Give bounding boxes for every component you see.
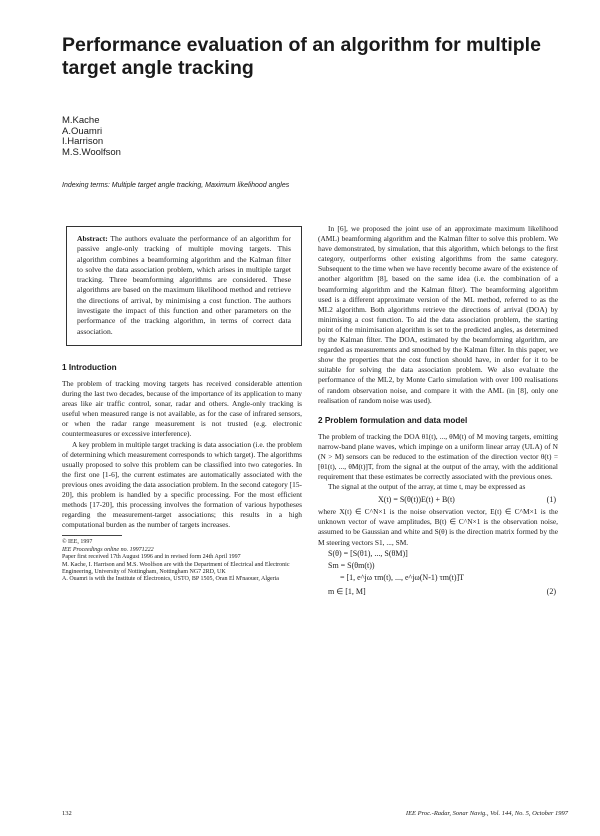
equation-line: Sm = S(θm(t)) <box>328 560 375 570</box>
abstract-label: Abstract: <box>77 234 108 243</box>
indexing-terms: Indexing terms: Multiple target angle tracking, Maximum likelihood angles <box>62 182 290 189</box>
intro-paragraph: The problem of tracking moving targets has received considerable attention during the last two decades, because of the importance of its application to many areas like air traffic control, sonar, radar and others. Angle-only tracking is useful when measured range is not available, as for the case of infrared sensors, or when the radar range measurement is not trusted (e.g. electronic countermeasures or excessive interference). <box>62 378 302 439</box>
section-heading-introduction: 1 Introduction <box>62 362 117 372</box>
equation-expression: X(t) = S(θ(t))E(t) + B(t) <box>378 495 455 505</box>
equation-expression: m ∈ [1, M] <box>328 586 366 596</box>
equation-number: (1) <box>546 495 556 505</box>
journal-citation: IEE Proc.-Radar, Sonar Navig., Vol. 144, No. 5, October 1997 <box>405 810 568 817</box>
body-paragraph: The signal at the output of the array, at time t, may be expressed as <box>328 482 526 492</box>
footnote-divider <box>62 535 122 536</box>
equation-line: = [1, e^jω τm(t), ..., e^jω(N-1) τm(t)]T <box>340 572 465 582</box>
equation-2-tail <box>318 586 558 597</box>
left-column <box>62 226 302 584</box>
paper-title: Performance evaluation of an algorithm for multiple target angle tracking <box>62 34 541 79</box>
author-list <box>62 116 121 158</box>
page-footer <box>62 810 568 817</box>
equation-line: S(θ) = [S(θ1), ..., S(θM)] <box>328 548 408 558</box>
author-name: A.Ouamri <box>62 125 103 137</box>
equation-1 <box>318 494 558 505</box>
author-name: I.Harrison <box>62 136 104 147</box>
intro-paragraph: A key problem in multiple target tracking is data association (i.e. the problem of determining which measurement corresponds to which target). The algorithms usually proposed to solve this problem can be classified into two categories. In the first one [1-6], the current estimates are automatically associated with the previous ones avoiding the data association problem. In the second category [15-20], this problem is handled by a specific processing. For the most efficient methods [17-20], this processing involves the formation of various hypotheses regarding the measurement-target associations; this results in a high computational burden as the number of targets increases. <box>62 439 302 530</box>
page-number: 132 <box>62 810 72 817</box>
equation-number: (2) <box>546 586 556 596</box>
author-name: M.Kache <box>62 115 100 126</box>
abstract-box <box>66 226 302 346</box>
body-paragraph: In [6], we proposed the joint use of an approximate maximum likelihood (AML) beamforming algorithm and the Kalman filter to solve this problem. We have demonstrated, by simulation, that this algorithm, which belongs to the first category, outperforms other existing algorithms from the same category. Subsequent to the time when we have recently become aware of the existence of another algorithm [8], based on the same idea (i.e. the combination of a beamforming algorithm and the Kalman filter). The beamforming algorithm used is a different approximate version of the ML method, referred to as the ML2 algorithm. Both algorithms retrieve the directions of arrival (DOA) by minimising a cost function. To aid the data association problem, the starting point of the minimisation algorithm is set to the predicted angles, as determined by the Kalman filter. The DOA, estimated by the beamforming algorithm, are regarded as measurements and smoothed by the Kalman filter. In this paper, we show the properties that the cost function should have, in order for it to be suitable for solving the data association problem. We also evaluate the performance of the ML2, by Monte Carlo simulation with over 100 realisations of random observation noise, and compare it with the AML (in [8], only one realisation of random noise was used). <box>318 224 558 405</box>
body-paragraph: The problem of tracking the DOA θ1(t), ..., θM(t) of M moving targets, emitting narrow-band plane waves, which impinge on a uniform linear array (ULA) of N (N > M) sensors can be reduced to the estimation of the direction vector θ(t) = [θ1(t), ..., θM(t)]T, from the signal at the output of the array, with the additional requirement that these estimates be correctly associated with the previous ones. <box>318 431 558 482</box>
section-heading-problem-formulation: 2 Problem formulation and data model <box>318 415 468 425</box>
copyright-note: © IEE, 1997 <box>62 539 93 546</box>
abstract-text: The authors evaluate the performance of an algorithm for passive angle-only tracking of multiple moving targets. This algorithm combines a beamforming algorithm and the Kalman filter to solve the data association problem, which arises in multiple target tracking. Three beamforming algorithms are considered. These algorithms are based on the maximum likelihood method and retrieve the directions of arrival, by minimising a cost function. The authors investigate the impact of this function and other parameters on the performance of the tracking algorithm, in terms of correct data association. <box>77 234 291 336</box>
right-column <box>318 224 558 599</box>
affiliation-note: A. Ouamri is with the Institute of Electronics, USTO, BP 1505, Oran El M'naouer, Algeria <box>62 576 279 583</box>
received-note: Paper first received 17th August 1996 and in revised form 24th April 1997 <box>62 554 241 561</box>
online-number: IEE Proceedings online no. 19971222 <box>62 546 154 553</box>
body-paragraph: where X(t) ∈ C^N×1 is the noise observation vector, E(t) ∈ C^M×1 is the unknown vector of wave amplitudes, B(t) ∈ C^N×1 is the observation noise, assumed to be Gaussian and white and S(θ) is the direction matrix formed by the M steering vectors S1, ..., SM. <box>318 507 558 547</box>
author-name: M.S.Woolfson <box>62 146 121 158</box>
affiliation-note: M. Kache, I. Harrison and M.S. Woolfson are with the Department of Electrical and Electronic Engineering, University of Nottingham, Nottingham NG7 2RD, UK <box>62 561 290 575</box>
